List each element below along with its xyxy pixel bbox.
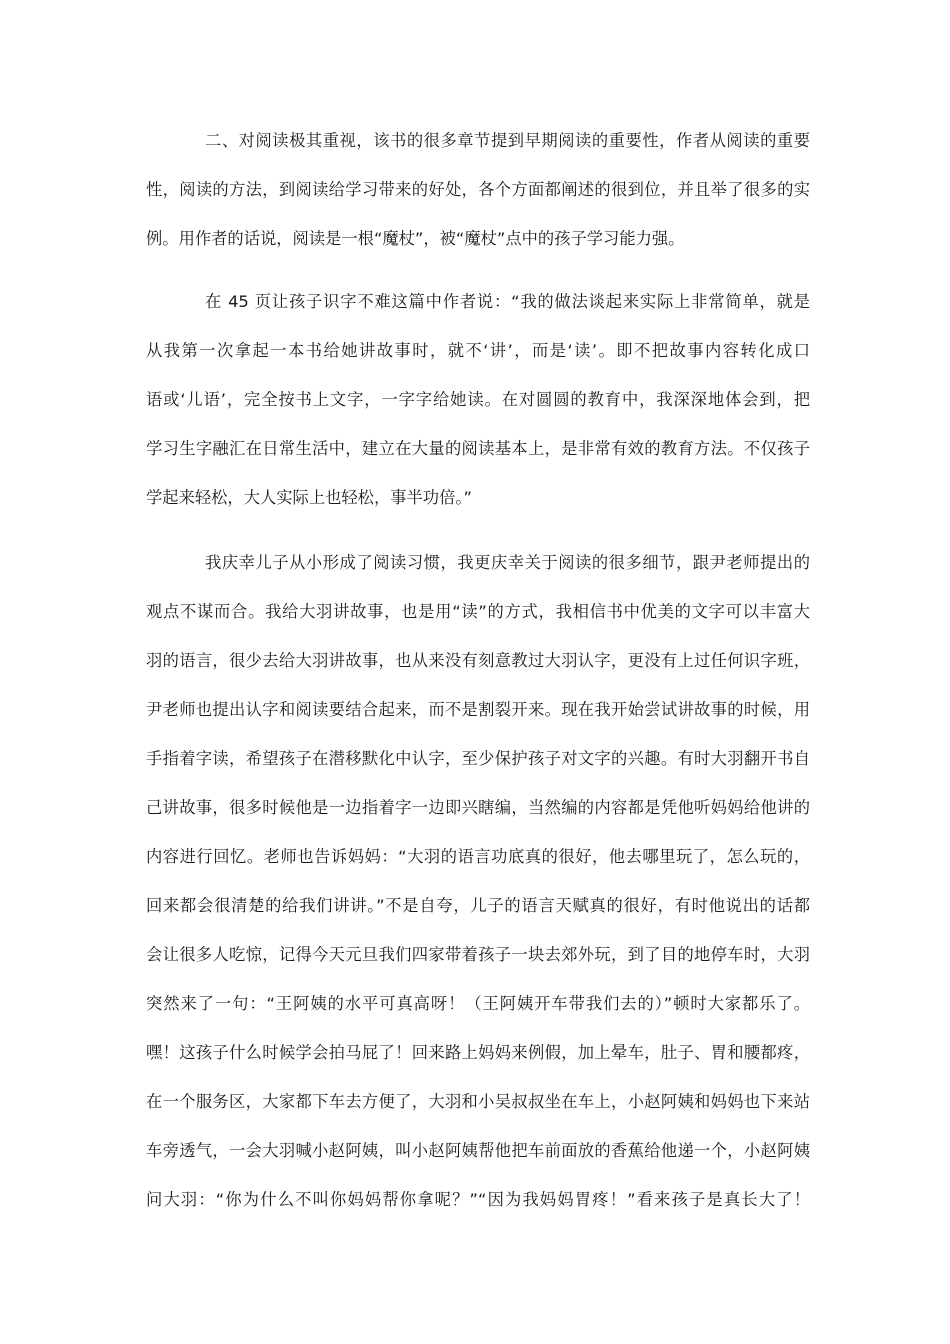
paragraph-3-line-4: 尹老师也提出认字和阅读要结合起来，而不是割裂开来。现在我开始尝试讲故事的时候，用 [146, 700, 810, 719]
paragraph-1-line-3: 例。用作者的话说，阅读是一根“魔杖”，被“魔杖”点中的孩子学习能力强。 [146, 229, 685, 248]
paragraph-3-line-8: 回来都会很清楚的给我们讲讲。”不是自夸，儿子的语言天赋真的很好，有时他说出的话都 [146, 896, 810, 915]
paragraph-3-line-2: 观点不谋而合。我给大羽讲故事，也是用“读”的方式，我相信书中优美的文字可以丰富大 [146, 602, 810, 621]
paragraph-2-line-4: 学习生字融汇在日常生活中，建立在大量的阅读基本上，是非常有效的教育方法。不仅孩子 [146, 439, 810, 458]
paragraph-3-line-11: 嘿！这孩子什么时候学会拍马屁了！回来路上妈妈来例假，加上晕车，肚子、胃和腰都疼， [146, 1043, 810, 1062]
paragraph-2-line-2: 从我第一次拿起一本书给她讲故事时，就不‘讲’，而是‘读’。即不把故事内容转化成口 [146, 341, 810, 360]
paragraph-3-line-1: 我庆幸儿子从小形成了阅读习惯，我更庆幸关于阅读的很多细节，跟尹老师提出的 [205, 553, 810, 572]
paragraph-2-line-5: 学起来轻松，大人实际上也轻松，事半功倍。” [146, 488, 472, 507]
paragraph-3-line-10: 突然来了一句：“王阿姨的水平可真高呀！（王阿姨开车带我们去的）”顿时大家都乐了。 [146, 994, 810, 1013]
paragraph-3-line-7: 内容进行回忆。老师也告诉妈妈：“大羽的语言功底真的很好，他去哪里玩了，怎么玩的， [146, 847, 810, 866]
paragraph-1-line-2: 性，阅读的方法，到阅读给学习带来的好处，各个方面都阐述的很到位，并且举了很多的实 [146, 180, 810, 199]
paragraph-3-line-13: 车旁透气，一会大羽喊小赵阿姨，叫小赵阿姨帮他把车前面放的香蕉给他递一个，小赵阿姨 [146, 1141, 810, 1160]
paragraph-3-line-9: 会让很多人吃惊，记得今天元旦我们四家带着孩子一块去郊外玩，到了目的地停车时，大羽 [146, 945, 810, 964]
paragraph-3-line-12: 在一个服务区，大家都下车去方便了，大羽和小吴叔叔坐在车上，小赵阿姨和妈妈也下来站 [146, 1092, 810, 1111]
paragraph-2-line-3: 语或‘儿语’，完全按书上文字，一字字给她读。在对圆圆的教育中，我深深地体会到，把 [146, 390, 810, 409]
paragraph-3-line-5: 手指着字读，希望孩子在潜移默化中认字，至少保护孩子对文字的兴趣。有时大羽翻开书自 [146, 749, 810, 768]
paragraph-2-line-1: 在 45 页让孩子识字不难这篇中作者说：“我的做法谈起来实际上非常简单，就是 [205, 292, 810, 311]
paragraph-1-line-1: 二、对阅读极其重视，该书的很多章节提到早期阅读的重要性，作者从阅读的重要 [205, 131, 810, 150]
paragraph-3-line-6: 己讲故事，很多时候他是一边指着字一边即兴瞎编，当然编的内容都是凭他听妈妈给他讲的 [146, 798, 810, 817]
paragraph-3-line-3: 羽的语言，很少去给大羽讲故事，也从来没有刻意教过大羽认字，更没有上过任何识字班， [146, 651, 810, 670]
paragraph-3-line-14: 问大羽：“你为什么不叫你妈妈帮你拿呢？”“因为我妈妈胃疼！”看来孩子是真长大了！ [146, 1190, 810, 1209]
